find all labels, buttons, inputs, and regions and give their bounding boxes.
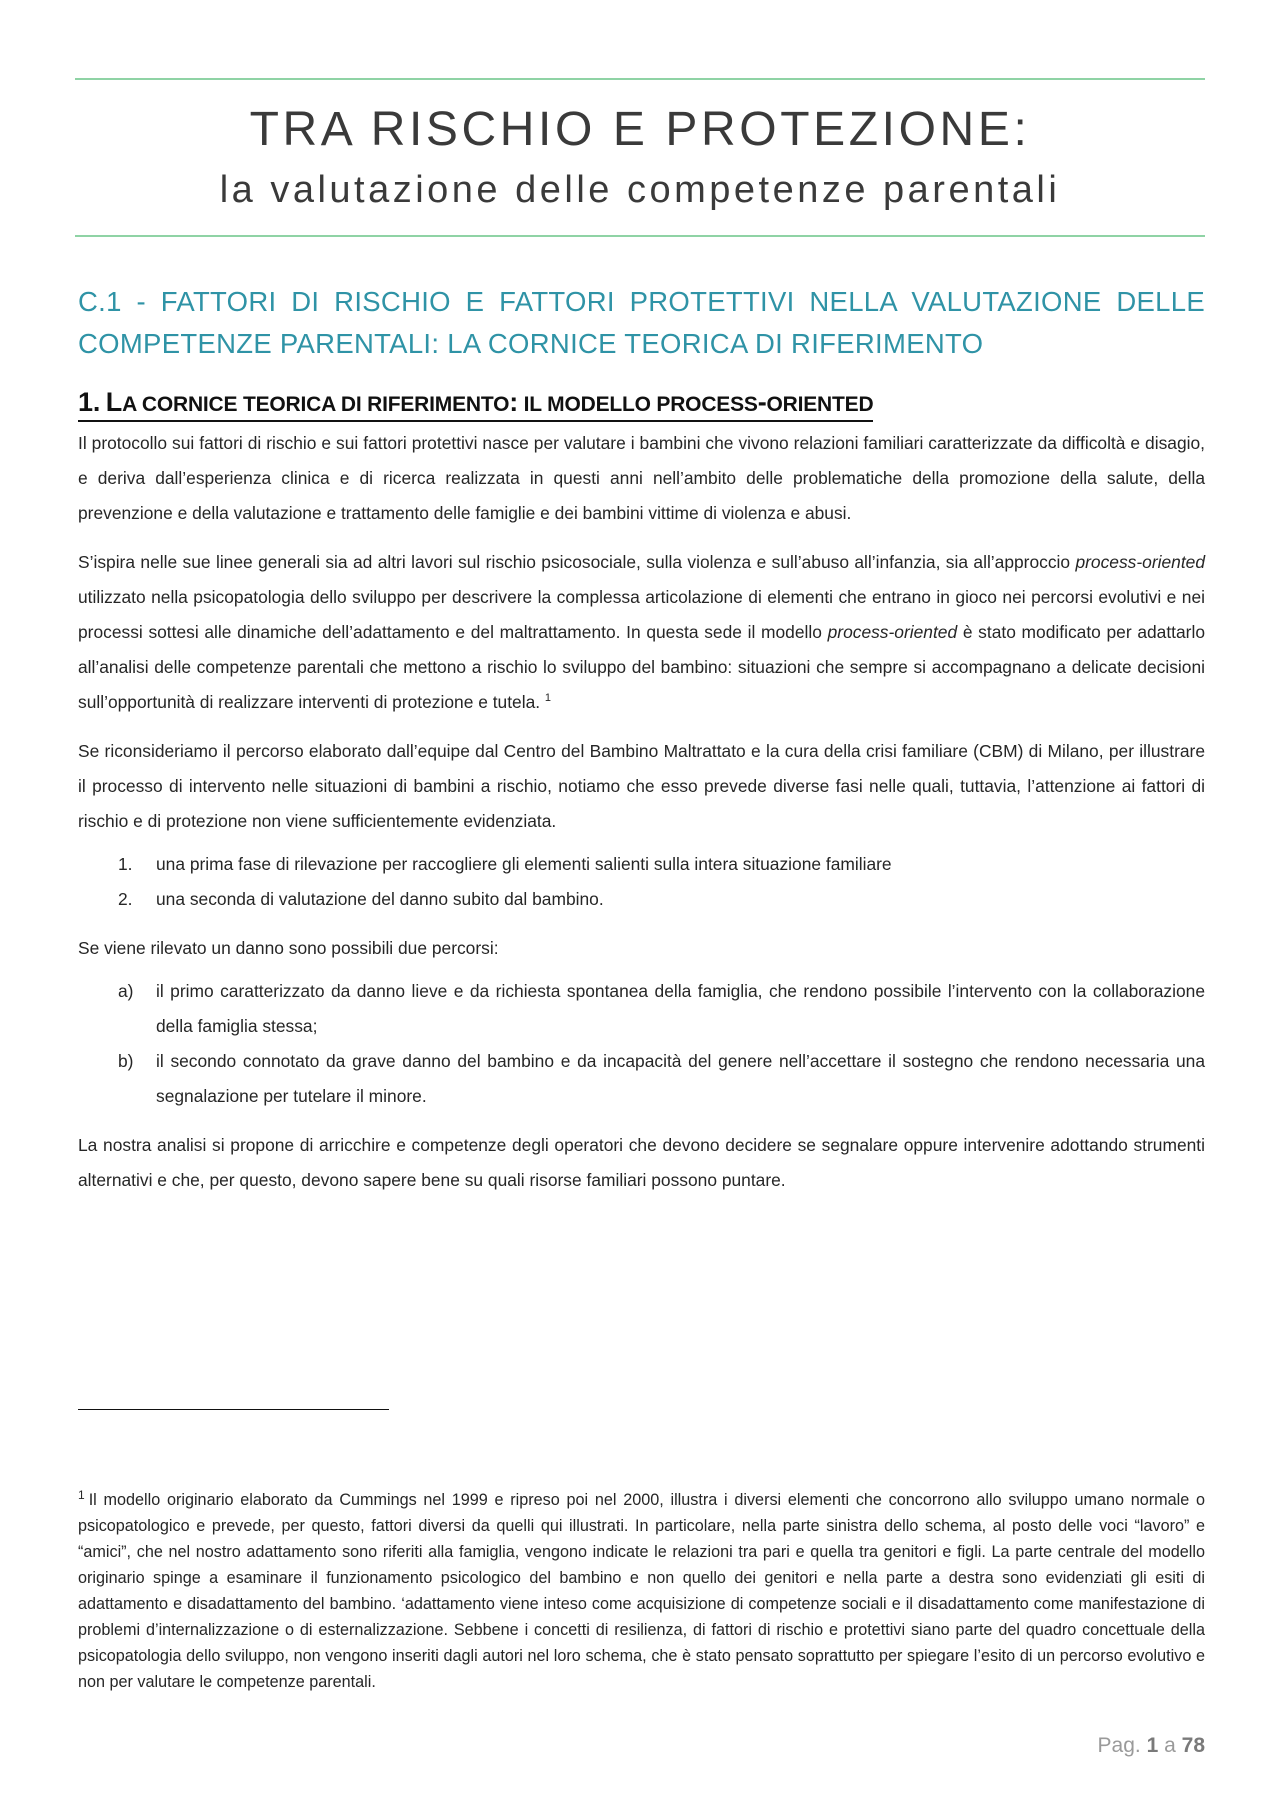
list-item-text: una seconda di valutazione del danno subito dal bambino. (156, 889, 604, 909)
numbered-list (78, 847, 1205, 917)
footnote-text: Il modello originario elaborato da Cummings nel 1999 e ripreso poi nel 2000, illustra i diversi elementi che concorrono allo sviluppo umano normale o psicopatologico e prevede, per questo, fattori diversi da quelli qui illustrati. In particolare, nella parte sinistra dello schema, al posto delle voci “lavoro” e “amici”, che nel nostro adattamento sono riferiti alla famiglia, vengono indicate le relazioni tra pari e quella tra genitori e figli. La parte centrale del modello originario spinge a esaminare il funzionamento psicologico del bambino e non quello dei genitori e nella parte a destra sono evidenziati gli esiti di adattamento e disadattamento del bambino. ‘adattamento viene inteso come acquisizione di competenze sociali e il disadattamento come manifestazione di problemi d’internalizzazione o di esternalizzazione. Sebbene i concetti di resilienza, di fattori di rischio e protettivi siano parte del quadro concettuale della psicopatologia dello sviluppo, non vengono inseriti dagli autori nel loro schema, che è stato pensato soprattutto per spiegare l’esito di un percorso evolutivo e non per valutare le competenze parentali. (78, 1491, 1205, 1691)
list-item-text: il primo caratterizzato da danno lieve e da richiesta spontanea della famiglia, che rendono possibile l’intervento con la collaborazione della famiglia stessa; (156, 981, 1205, 1036)
footnote-separator (78, 1409, 389, 1410)
section-title: C.1 - FATTORI DI RISCHIO E FATTORI PROTETTIVI NELLA VALUTAZIONE DELLE COMPETENZE PARENTALI: LA CORNICE TEORICA DI RIFERIMENTO (78, 286, 1205, 359)
page-number-current: 1 (1146, 1734, 1159, 1757)
paragraph-2-part-c: è stato modificato per adattarlo all’analisi delle competenze parentali che mettono a rischio lo sviluppo del bambino: situazioni che sempre si accompagnano a delicate decisioni sull’opportunità di realizzare interventi di protezione e tutela. (78, 622, 1205, 712)
subsection-title-part-1: A CORNICE TEORICA DI RIFERIMENTO (122, 393, 510, 416)
paragraph-2-emphasis-2: process-oriented (827, 622, 958, 642)
header-top-rule (75, 78, 1205, 80)
list-marker: b) (118, 1051, 134, 1071)
paragraph-2 (78, 545, 1205, 720)
list-item (78, 1044, 1205, 1114)
list-item-text: una prima fase di rilevazione per raccogliere gli elementi salienti sulla intera situazione familiare (156, 854, 892, 874)
list-item (78, 847, 1205, 882)
header-bottom-rule (75, 235, 1205, 237)
paragraph-4: Se viene rilevato un danno sono possibili due percorsi: (78, 938, 499, 958)
paragraph-2-part-b: utilizzato nella psicopatologia dello sviluppo per descrivere la complessa articolazione di elementi che entrano in gioco nei percorsi evolutivi e nei processi sottesi alle dinamiche dell’adattamento e del maltrattamento. In questa sede il modello (78, 587, 1205, 642)
lettered-list (78, 974, 1205, 1114)
subsection-title-part-3: ORIENTED (766, 393, 874, 416)
paragraph-2-part-a: S’ispira nelle sue linee generali sia ad altri lavori sul rischio psicosociale, sulla violenza e sull’abuso all’infanzia, sia all’approccio (78, 552, 1076, 572)
page-number (1098, 1733, 1205, 1759)
subsection-title-part-2: IL MODELLO PROCESS (518, 393, 758, 416)
subsection-title-colon: : (509, 387, 519, 417)
subsection-title-initial: L (105, 387, 123, 417)
footnote-number: 1 (78, 1488, 85, 1502)
paragraph-5: La nostra analisi si propone di arricchire e competenze degli operatori che devono decidere se segnalare oppure intervenire adottando strumenti alternativi e che, per questo, devono sapere bene su quali risorse familiari possono puntare. (78, 1135, 1205, 1190)
subsection-number: 1. (78, 387, 101, 417)
footnote-reference[interactable]: 1 (544, 692, 552, 705)
list-item (78, 974, 1205, 1044)
subsection-title (78, 387, 873, 422)
list-item (78, 882, 1205, 917)
document-title: TRA RISCHIO E PROTEZIONE: (249, 103, 1031, 156)
list-item-text: il secondo connotato da grave danno del bambino e da incapacità del genere nell’accettare il sostegno che rendono necessaria una segnalazione per tutelare il minore. (156, 1051, 1205, 1106)
list-marker: 1. (118, 854, 133, 874)
paragraph-2-emphasis-1: process-oriented (1075, 552, 1205, 572)
document-subtitle: la valutazione delle competenze parentali (219, 169, 1061, 211)
paragraph-1: Il protocollo sui fattori di rischio e sui fattori protettivi nasce per valutare i bambini che vivono relazioni familiari caratterizzate da difficoltà e disagio, e deriva dall’esperienza clinica e di ricerca realizzata in questi anni nell’ambito delle problematiche della promozione della salute, della prevenzione e della valutazione e trattamento delle famiglie e dei bambini vittime di violenza e abusi. (78, 433, 1205, 523)
page-number-total: 78 (1181, 1734, 1205, 1757)
body-text (78, 426, 1205, 1212)
subsection-title-dash: - (757, 387, 767, 417)
list-marker: 2. (118, 889, 133, 909)
page-number-prefix: Pag. (1097, 1734, 1147, 1757)
paragraph-3: Se riconsideriamo il percorso elaborato dall’equipe dal Centro del Bambino Maltrattato e la cura della crisi familiare (CBM) di Milano, per illustrare il processo di intervento nelle situazioni di bambini a rischio, notiamo che esso prevede diverse fasi nelle quali, tuttavia, l’attenzione ai fattori di rischio e di protezione non viene sufficientemente evidenziata. (78, 741, 1205, 831)
page-number-separator: a (1158, 1734, 1182, 1757)
footnote (78, 1487, 1205, 1695)
list-marker: a) (118, 981, 134, 1001)
